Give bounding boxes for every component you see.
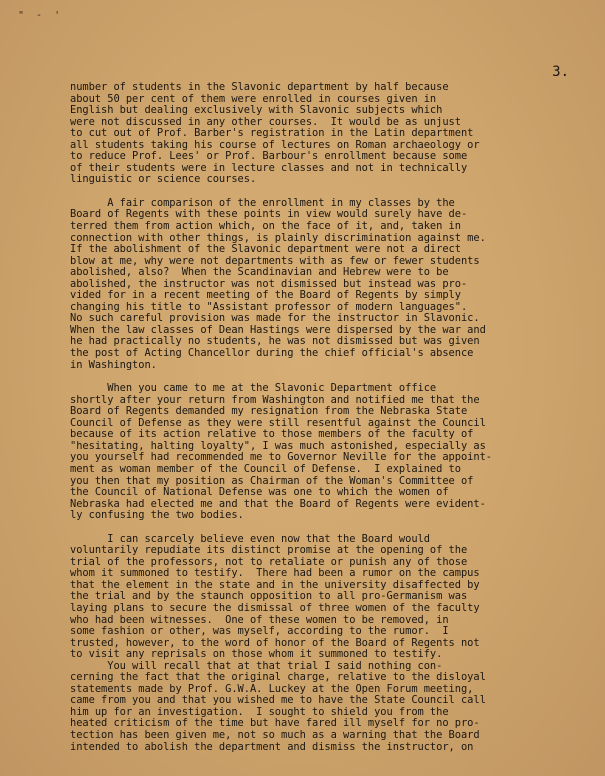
text-line: who had been witnesses. One of these women to be removed, in [70, 613, 449, 626]
letter-body [70, 82, 580, 753]
text-line: because of its action relative to those members of the faculty of [70, 428, 474, 441]
text-line: to cut out of Prof. Barber's registration in the Latin department [70, 127, 474, 140]
text-line: he had practically no students, he was not dismissed but was given [70, 335, 480, 348]
text-line: you then that my position as Chairman of the Woman's Committee of [70, 474, 474, 487]
paragraph [70, 383, 580, 522]
text-line: to reduce Prof. Lees' or Prof. Barbour's enrollment because some [70, 150, 468, 163]
text-line: Nebraska had elected me and that the Board of Regents were evident- [70, 497, 486, 510]
text-line: vided for in a recent meeting of the Board of Regents by simply [70, 289, 461, 302]
text-line: A fair comparison of the enrollment in my classes by the [70, 196, 455, 209]
paragraph [70, 82, 580, 186]
text-line: connection with other things, is plainly discrimination against me. [70, 231, 486, 244]
text-line: abolished, the instructor was not dismissed but instead was pro- [70, 277, 468, 290]
text-line: of their students were in lecture classes and not in technically [70, 161, 468, 174]
text-line: trusted, however, to the word of honor of the Board of Regents not [70, 636, 480, 649]
text-line: whom it summoned to testify. There had been a rumor on the campus [70, 567, 480, 580]
text-line: about 50 per cent of them were enrolled in courses given in [70, 92, 437, 105]
text-line: You will recall that at that trial I said nothing con- [70, 659, 443, 672]
text-line: Board of Regents with these points in view would surely have de- [70, 208, 468, 221]
text-line: the trial and by the staunch opposition to all pro-Germanism was [70, 590, 468, 603]
text-line: the Council of National Defense was one to which the women of [70, 486, 449, 499]
text-line: laying plans to secure the dismissal of three women of the faculty [70, 601, 480, 614]
margin-marks: " - ' [18, 10, 64, 21]
text-line: tection has been given me, not so much as a warning that the Board [70, 728, 480, 741]
text-line: linguistic or science courses. [70, 173, 257, 186]
text-line: terred them from action which, on the face of it, and, taken in [70, 220, 461, 233]
text-line: the post of Acting Chancellor during the chief official's absence [70, 347, 474, 360]
text-line: English but dealing exclusively with Slavonic subjects which [70, 104, 443, 117]
text-line: I can scarcely believe even now that the Board would [70, 532, 430, 545]
text-line: Board of Regents demanded my resignation from the Nebraska State [70, 405, 468, 418]
text-line: When you came to me at the Slavonic Department office [70, 382, 437, 395]
text-line: If the abolishment of the Slavonic department were not a direct [70, 243, 461, 256]
text-line: came from you and that you wished me to have the State Council call [70, 694, 486, 707]
text-line: When the law classes of Dean Hastings were dispersed by the war and [70, 323, 486, 336]
paragraph [70, 534, 580, 753]
text-line: "hesitating, halting loyalty", I was much astonished, especially as [70, 439, 486, 452]
text-line: heated criticism of the time but have fared ill myself for no pro- [70, 717, 480, 730]
text-line: shortly after your return from Washington and notified me that the [70, 393, 480, 406]
text-line: Council of Defense as they were still resentful against the Council [70, 416, 486, 429]
text-line: No such careful provision was made for the instructor in Slavonic. [70, 312, 480, 325]
text-line: ment as woman member of the Council of Defense. I explained to [70, 462, 461, 475]
text-line: that the element in the state and in the university disaffected by [70, 578, 480, 591]
text-line: statements made by Prof. G.W.A. Luckey at the Open Forum meeting, [70, 682, 474, 695]
text-line: trial of the professors, not to retaliate or punish any of those [70, 555, 468, 568]
text-line: intended to abolish the department and dismiss the instructor, on [70, 740, 474, 753]
text-line: to visit any reprisals on those whom it summoned to testify. [70, 648, 443, 661]
text-line: all students taking his course of lectures on Roman archaeology or [70, 138, 480, 151]
text-line: him up for an investigation. I sought to shield you from the [70, 705, 449, 718]
paragraph [70, 198, 580, 371]
text-line: changing his title to "Assistant professor of modern languages". [70, 300, 468, 313]
text-line: voluntarily repudiate its distinct promise at the opening of the [70, 544, 468, 557]
text-line: blow at me, why were not departments with as few or fewer students [70, 254, 480, 267]
text-line: cerning the fact that the original charge, relative to the disloyal [70, 671, 486, 684]
text-line: ly confusing the two bodies. [70, 509, 244, 522]
text-line: you yourself had recommended me to Governor Neville for the appoint- [70, 451, 492, 464]
text-line: were not discussed in any other courses. It would be as unjust [70, 115, 461, 128]
text-line: in Washington. [70, 358, 157, 371]
text-line: some fashion or other, was myself, according to the rumor. I [70, 625, 449, 638]
text-line: abolished, also? When the Scandinavian and Hebrew were to be [70, 266, 449, 279]
text-line: number of students in the Slavonic department by half because [70, 81, 449, 93]
paragraph-gap [70, 522, 580, 534]
page-number: 3. [552, 64, 569, 80]
